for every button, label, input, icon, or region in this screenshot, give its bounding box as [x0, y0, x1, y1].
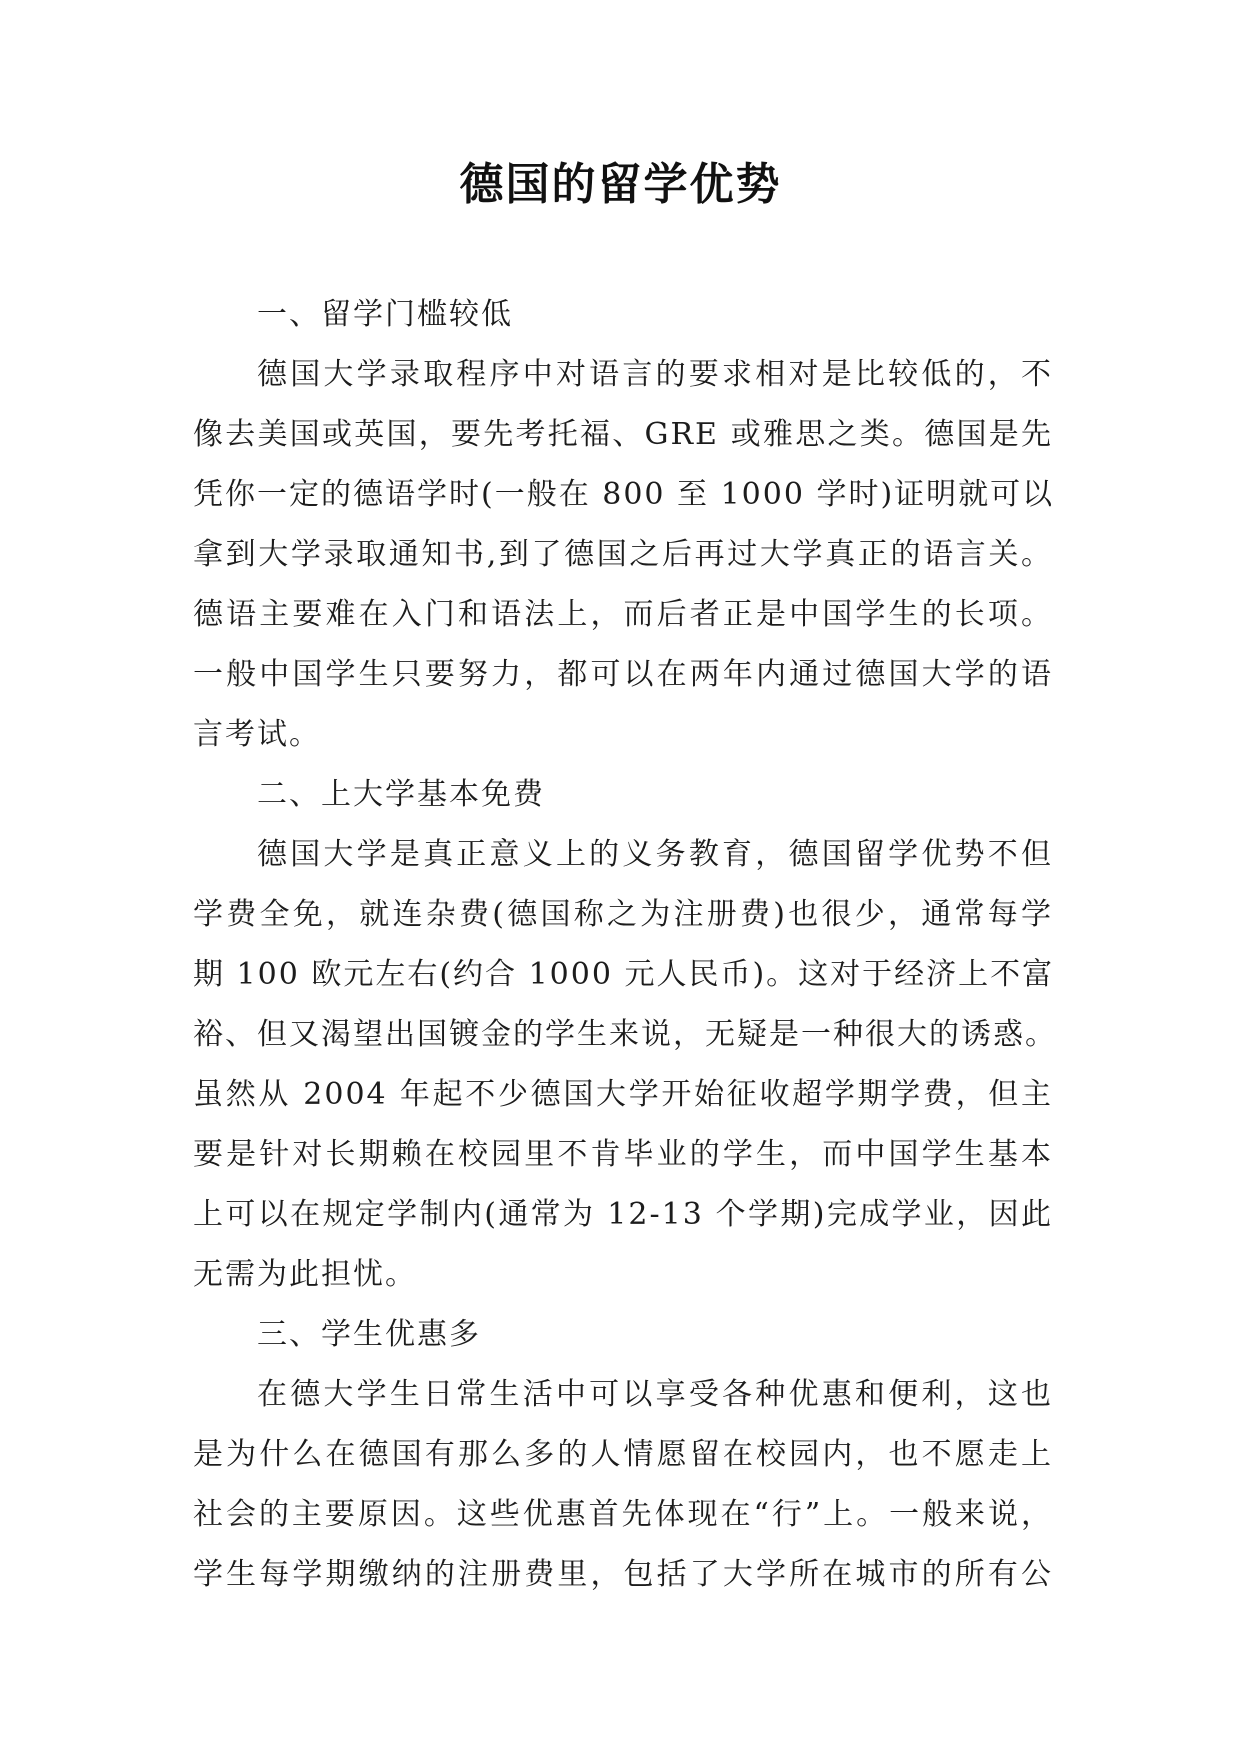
text-line: 二、上大学基本免费: [257, 777, 545, 812]
text-line: 一般中国学生只要努力，都可以在两年内通过德国大学的语: [193, 657, 1053, 692]
text-line: 在德大学生日常生活中可以享受各种优惠和便利，这也: [257, 1377, 1053, 1412]
text-line: 学生每学期缴纳的注册费里，包括了大学所在城市的所有公: [193, 1557, 1053, 1592]
document-title: 德国的留学优势: [459, 159, 782, 210]
text-line: 像去美国或英国，要先考托福、GRE 或雅思之类。德国是先: [193, 417, 1053, 452]
text-line: 是为什么在德国有那么多的人情愿留在校园内，也不愿走上: [193, 1437, 1053, 1472]
text-line: 社会的主要原因。这些优惠首先体现在“行”上。一般来说，: [193, 1497, 1053, 1532]
text-line: 期 100 欧元左右(约合 1000 元人民币)。这对于经济上不富: [193, 957, 1055, 992]
text-line: 学费全免，就连杂费(德国称之为注册费)也很少，通常每学: [193, 897, 1053, 932]
text-line: 虽然从 2004 年起不少德国大学开始征收超学期学费，但主: [193, 1077, 1053, 1112]
text-line: 无需为此担忧。: [193, 1257, 417, 1292]
text-line: 德国大学是真正意义上的义务教育，德国留学优势不但: [257, 837, 1053, 872]
text-line: 德国大学录取程序中对语言的要求相对是比较低的，不: [257, 357, 1053, 392]
text-line: 三、学生优惠多: [257, 1317, 481, 1352]
text-line: 上可以在规定学制内(通常为 12-13 个学期)完成学业，因此: [193, 1197, 1053, 1232]
text-line: 言考试。: [193, 717, 321, 752]
text-line: 拿到大学录取通知书,到了德国之后再过大学真正的语言关。: [193, 537, 1053, 572]
text-line: 凭你一定的德语学时(一般在 800 至 1000 学时)证明就可以: [193, 477, 1055, 512]
text-line: 一、留学门槛较低: [257, 297, 513, 332]
document-body: [193, 285, 1057, 1605]
text-line: 要是针对长期赖在校园里不肯毕业的学生，而中国学生基本: [193, 1137, 1053, 1172]
text-line: 裕、但又渴望出国镀金的学生来说，无疑是一种很大的诱惑。: [193, 1017, 1057, 1052]
text-line: 德语主要难在入门和语法上，而后者正是中国学生的长项。: [193, 597, 1053, 632]
